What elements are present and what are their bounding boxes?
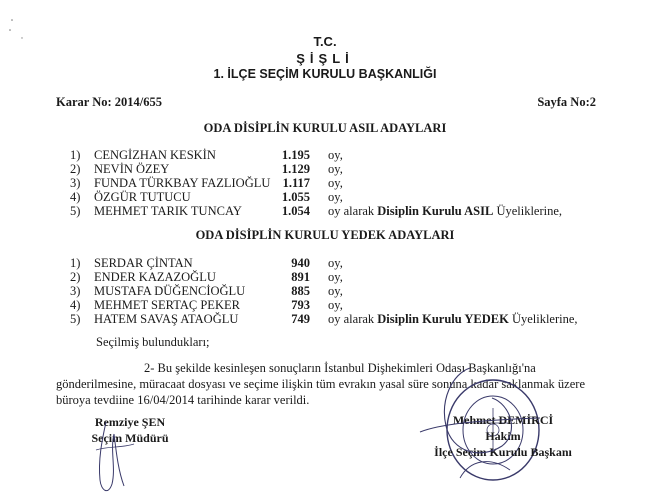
tail-start: oy alarak [328,312,378,326]
vote-suffix [328,204,562,218]
vote-suffix: oy, [328,148,343,162]
item-number: 5) [70,312,81,326]
candidate-name: ÖZGÜR TUTUCU [94,190,191,204]
item-number: 3) [70,284,81,298]
handwritten-signature-left [88,420,148,500]
tail-bold: Disiplin Kurulu YEDEK [377,312,509,326]
vote-count: 793 [291,298,310,312]
candidate-name: FUNDA TÜRKBAY FAZLIOĞLU [94,176,271,190]
vote-count: 749 [291,312,310,326]
asil-section-title: ODA DİSİPLİN KURULU ASIL ADAYLARI [203,121,447,135]
candidate-name: MEHMET SERTAÇ PEKER [94,298,240,312]
vote-suffix: oy, [328,190,343,204]
vote-suffix: oy, [328,270,343,284]
vote-count: 885 [291,284,310,298]
candidate-name: CENGİZHAN KESKİN [94,148,216,162]
page-number: Sayfa No:2 [537,95,596,109]
list-item [0,298,650,312]
candidate-name: ENDER KAZAZOĞLU [94,270,216,284]
yedek-section-title: ODA DİSİPLİN KURULU YEDEK ADAYLARI [195,228,455,242]
item-number: 2) [70,270,81,284]
item-number: 3) [70,176,81,190]
vote-count: 1.117 [282,176,310,190]
item-number: 5) [70,204,81,218]
list-item [0,256,650,270]
list-item [0,162,650,176]
vote-suffix: oy, [328,284,343,298]
paragraph-line-2: gönderilmesine, müracaat dosyası ve seçime ilişkin tüm evrakın yasal süre sonuna kadar saklanmak üzere [56,377,585,391]
header-tc: T.C. [313,34,337,49]
candidate-name: MEHMET TARIK TUNCAY [94,204,242,218]
elected-statement: Seçilmiş bulundukları; [96,335,210,349]
list-item [0,284,650,298]
item-number: 1) [70,256,81,270]
list-item [0,270,650,284]
vote-count: 1.055 [281,190,310,204]
list-item [0,204,650,218]
vote-count: 1.129 [281,162,310,176]
item-number: 4) [70,190,81,204]
item-number: 2) [70,162,81,176]
tail-bold: Disiplin Kurulu ASIL [377,204,494,218]
item-number: 1) [70,148,81,162]
header-district: ŞİŞLİ [296,51,354,66]
vote-suffix [328,312,578,326]
vote-count: 891 [291,270,310,284]
list-item [0,148,650,162]
candidate-name: NEVİN ÖZEY [94,162,170,176]
decision-number: Karar No: 2014/655 [56,95,163,109]
item-number: 4) [70,298,81,312]
paragraph-line-3: büroya tevdiine 16/04/2014 tarihinde karar verildi. [56,393,310,407]
list-item [0,176,650,190]
paragraph-line-1: 2- Bu şekilde kesinleşen sonuçların İstanbul Dişhekimleri Odası Başkanlığı'na [144,361,536,375]
vote-count: 940 [291,256,310,270]
signatory-name: Mehmet DEMİRCİ [452,413,554,427]
header-board: 1. İLÇE SEÇİM KURULU BAŞKANLIĞI [213,67,437,81]
vote-suffix: oy, [328,256,343,270]
signatory-role: Hakim [485,429,521,443]
tail-end: Üyeliklerine, [493,204,563,218]
vote-suffix: oy, [328,298,343,312]
tail-end: Üyeliklerine, [508,312,578,326]
signatory-name: Remziye ŞEN [94,415,166,429]
list-item [0,312,650,326]
tail-start: oy alarak [328,204,378,218]
vote-suffix: oy, [328,162,343,176]
signatory-title: İlçe Seçim Kurulu Başkanı [434,445,572,459]
candidate-name: HATEM SAVAŞ ATAOĞLU [94,312,239,326]
candidate-name: MUSTAFA DÜĞENCİOĞLU [94,284,246,298]
vote-count: 1.054 [281,204,310,218]
vote-count: 1.195 [281,148,310,162]
handwritten-signature-right [400,360,560,490]
vote-suffix: oy, [328,176,343,190]
list-item [0,190,650,204]
candidate-name: SERDAR ÇİNTAN [94,256,193,270]
signatory-title: Seçim Müdürü [91,431,169,445]
